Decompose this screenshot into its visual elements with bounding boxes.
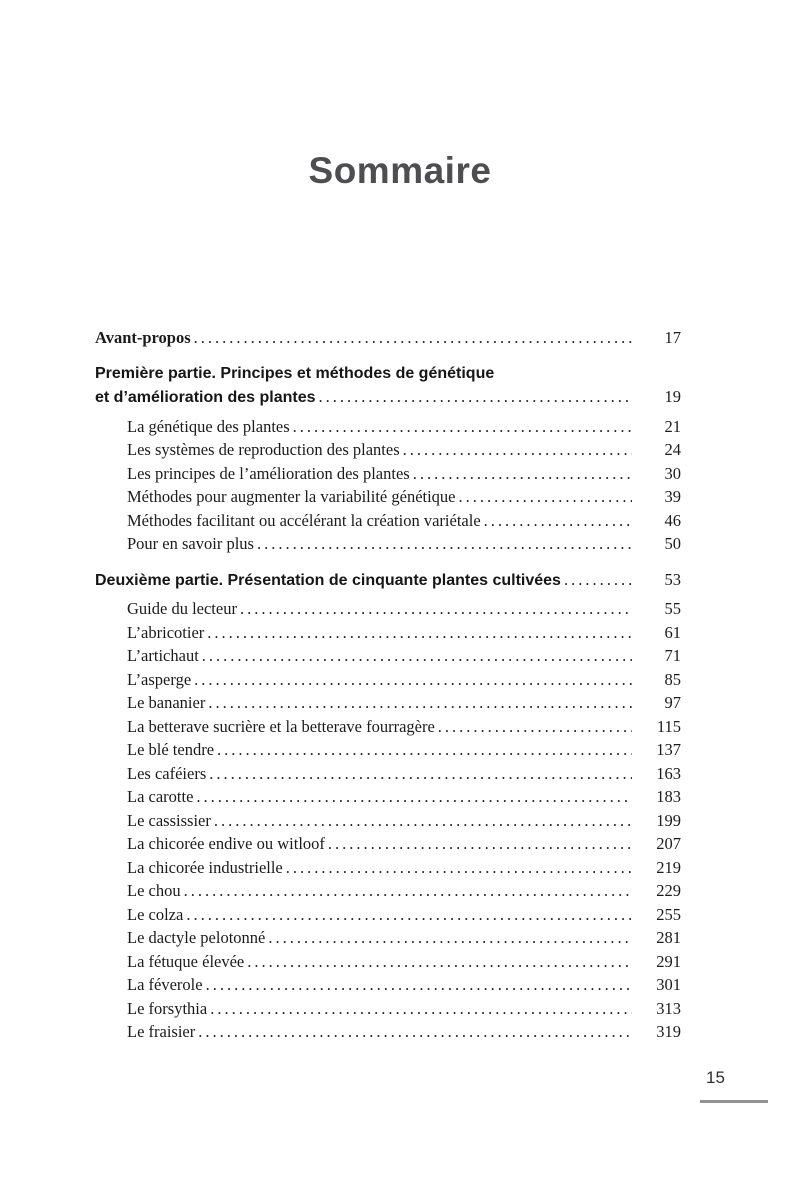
toc-leader-dots — [194, 326, 632, 350]
toc-page-number: 19 — [664, 387, 681, 406]
toc-page-number: 17 — [664, 328, 681, 347]
toc-entry — [95, 1020, 681, 1044]
toc-page-number: 207 — [656, 834, 681, 853]
toc-leader-dots — [328, 832, 632, 856]
toc-page-number: 71 — [664, 646, 681, 665]
toc-entry-label: Méthodes facilitant ou accélérant la création variétale — [127, 510, 481, 530]
toc-page-number: 255 — [656, 904, 681, 924]
toc-entry-label: Les caféiers — [127, 763, 207, 783]
toc-entry — [95, 509, 681, 533]
toc-entry-label: La betterave sucrière et la betterave fourragère — [127, 716, 435, 736]
toc-entry-label: L’artichaut — [127, 646, 199, 665]
toc-leader-dots — [194, 668, 632, 692]
toc-leader-dots — [403, 438, 632, 462]
toc-entry — [95, 715, 681, 739]
toc-leader-dots — [319, 385, 633, 409]
toc-page-number: 85 — [664, 669, 681, 689]
toc-entry-label: Le bananier — [127, 693, 206, 712]
toc-page-number: 115 — [656, 716, 681, 736]
toc-entry — [95, 532, 681, 556]
toc-entry-label: La chicorée industrielle — [127, 857, 283, 877]
toc-page-number: 319 — [656, 1022, 681, 1041]
toc-entry — [95, 415, 681, 439]
toc-entry-label: Le chou — [127, 881, 181, 900]
toc-entry-label: La chicorée endive ou witloof — [127, 834, 325, 853]
toc-page-number: 291 — [656, 951, 681, 971]
toc-leader-dots — [208, 691, 632, 715]
toc-entry — [95, 926, 681, 950]
toc-leader-dots — [268, 926, 632, 950]
footer-rule — [700, 1100, 768, 1103]
toc-entry-label: La génétique des plantes — [127, 416, 290, 436]
toc-page-number: 24 — [664, 440, 681, 459]
toc-entry-label: Les systèmes de reproduction des plantes — [127, 440, 400, 459]
toc-entry-label: Les principes de l’amélioration des plantes — [127, 463, 410, 483]
toc-leader-dots — [186, 903, 632, 927]
toc-entry — [95, 326, 681, 350]
footer-page-number: 15 — [706, 1068, 725, 1087]
toc-entry — [95, 485, 681, 509]
toc-entry — [95, 832, 681, 856]
toc-entry — [95, 568, 681, 593]
toc-page-number: 21 — [664, 416, 681, 436]
toc-page-number: 229 — [656, 881, 681, 900]
table-of-contents — [95, 326, 681, 1044]
toc-page-number: 163 — [656, 763, 681, 783]
toc-entry — [95, 950, 681, 974]
toc-entry — [95, 903, 681, 927]
toc-leader-dots — [413, 462, 632, 486]
toc-leader-dots — [206, 973, 632, 997]
toc-leader-dots — [240, 597, 632, 621]
toc-entry-label: La carotte — [127, 787, 194, 806]
toc-page-number: 301 — [656, 975, 681, 994]
toc-entry-label: et d’amélioration des plantes — [95, 389, 316, 406]
toc-entry — [95, 856, 681, 880]
toc-entry — [95, 879, 681, 903]
toc-entry — [95, 809, 681, 833]
toc-entry-label: Le colza — [127, 904, 184, 924]
toc-leader-dots — [459, 485, 632, 509]
toc-page-number: 50 — [664, 534, 681, 553]
toc-leader-dots — [184, 879, 632, 903]
toc-leader-dots — [438, 715, 632, 739]
toc-leader-dots — [564, 568, 632, 592]
toc-entry-label: Le fraisier — [127, 1022, 196, 1041]
toc-page-number: 55 — [664, 599, 681, 618]
toc-leader-dots — [247, 950, 632, 974]
toc-page-number: 137 — [656, 740, 681, 759]
toc-leader-dots — [257, 532, 632, 556]
toc-page-number: 53 — [664, 569, 681, 589]
toc-leader-dots — [210, 997, 632, 1021]
toc-page-number: 183 — [656, 787, 681, 806]
toc-leader-dots — [214, 809, 632, 833]
toc-leader-dots — [198, 1020, 632, 1044]
toc-entry-label: Avant-propos — [95, 328, 191, 347]
toc-leader-dots — [286, 856, 632, 880]
toc-leader-dots — [207, 621, 632, 645]
toc-entry — [95, 973, 681, 997]
toc-entry-label: Le blé tendre — [127, 740, 215, 759]
page-title: Sommaire — [308, 150, 492, 191]
toc-entry — [95, 621, 681, 645]
toc-entry — [95, 597, 681, 621]
toc-page-number: 281 — [656, 928, 681, 947]
toc-leader-dots — [196, 785, 632, 809]
toc-entry-label: L’asperge — [127, 669, 192, 689]
toc-page-number: 219 — [656, 857, 681, 877]
toc-entry — [95, 762, 681, 786]
toc-entry-label: Le forsythia — [127, 998, 208, 1018]
toc-page-number: 97 — [664, 693, 681, 712]
toc-entry — [95, 997, 681, 1021]
toc-entry-label: L’abricotier — [127, 622, 205, 642]
toc-page-number: 313 — [656, 998, 681, 1018]
toc-leader-dots — [209, 762, 632, 786]
toc-page-number: 46 — [664, 510, 681, 530]
toc-entry-label: La fétuque élevée — [127, 951, 245, 971]
toc-leader-dots — [202, 644, 632, 668]
toc-entry — [95, 785, 681, 809]
toc-entry-label: La féverole — [127, 975, 203, 994]
toc-entry — [95, 438, 681, 462]
toc-entry-label: Le dactyle pelotonné — [127, 928, 266, 947]
toc-leader-dots — [217, 738, 632, 762]
toc-page-number: 61 — [664, 622, 681, 642]
toc-leader-dots — [484, 509, 632, 533]
toc-entry-label: Le cassissier — [127, 810, 211, 830]
toc-entry-line1: Première partie. Principes et méthodes de génétique — [95, 364, 495, 382]
toc-entry-label: Méthodes pour augmenter la variabilité génétique — [127, 487, 456, 506]
toc-entry — [95, 644, 681, 668]
toc-entry — [95, 362, 681, 410]
toc-page-number: 199 — [656, 810, 681, 830]
toc-entry — [95, 691, 681, 715]
toc-entry-label: Deuxième partie. Présentation de cinquante plantes cultivées — [95, 571, 561, 589]
toc-page-number: 30 — [664, 463, 681, 483]
toc-page-number: 39 — [664, 487, 681, 506]
toc-entry — [95, 668, 681, 692]
toc-entry-label: Guide du lecteur — [127, 599, 237, 618]
toc-leader-dots — [293, 415, 632, 439]
toc-entry — [95, 462, 681, 486]
toc-entry — [95, 738, 681, 762]
toc-entry-label: Pour en savoir plus — [127, 534, 254, 553]
